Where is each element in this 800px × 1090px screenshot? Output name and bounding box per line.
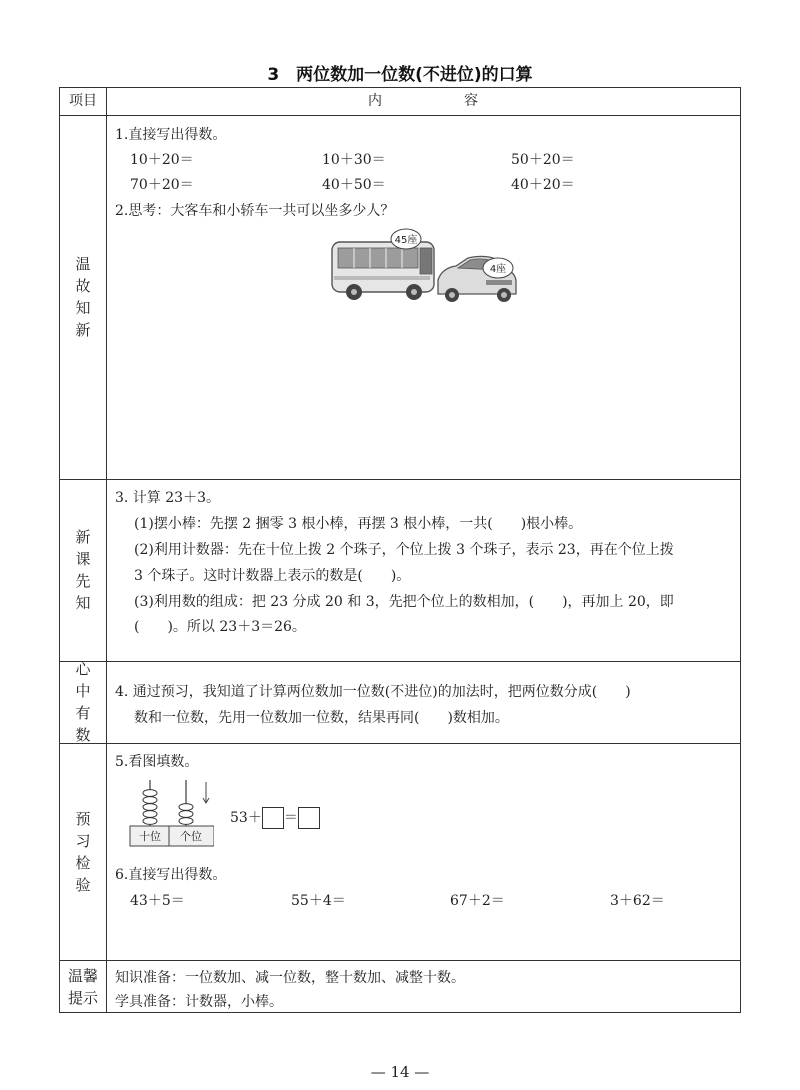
ones-beads	[179, 804, 193, 825]
column-divider	[106, 88, 107, 1012]
bus-and-car-illustration	[326, 224, 522, 314]
worksheet-table	[59, 87, 741, 1013]
tens-label: 十位	[139, 830, 161, 843]
question-1: 1.直接写出得数。	[115, 127, 227, 143]
abacus-bead	[179, 804, 193, 811]
q3-step-1: (1)摆小棒：先摆 2 捆零 3 根小棒，再摆 3 根小棒，一共( )根小棒。	[134, 516, 583, 532]
row-divider	[60, 661, 740, 662]
tip-knowledge: 知识准备：一位数加、减一位数，整十数加、减整十数。	[115, 970, 465, 986]
section-label-summary: 心中有数	[75, 660, 91, 744]
abacus-bead	[143, 790, 157, 797]
section-label-new-lesson: 新课先知	[75, 528, 91, 612]
abacus-counter	[126, 776, 214, 848]
section-label-review: 温故知新	[75, 255, 91, 339]
section-label-tips: 温馨提示	[67, 967, 98, 1007]
tip-tools: 学具准备：计数器，小棒。	[115, 994, 283, 1010]
bus-seat-label: 45座	[394, 235, 418, 246]
abacus-equation	[230, 807, 320, 829]
page-number: — 14 —	[370, 1063, 430, 1081]
equation-equals: ＝	[283, 810, 298, 826]
q1-item: 40＋20＝	[511, 177, 575, 193]
answer-box[interactable]	[262, 807, 284, 829]
abacus-bead	[143, 804, 157, 811]
row-divider	[60, 960, 740, 961]
row-divider	[60, 743, 740, 744]
header-item: 项目	[69, 93, 97, 109]
row-divider	[60, 115, 740, 116]
question-4: 4. 通过预习，我知道了计算两位数加一位数(不进位)的加法时，把两位数分成( )	[115, 684, 631, 700]
q6-item: 43＋5＝	[130, 893, 185, 909]
question-6: 6.直接写出得数。	[115, 867, 227, 883]
q6-item: 67＋2＝	[450, 893, 505, 909]
abacus-bead	[143, 797, 157, 804]
q1-item: 10＋20＝	[130, 152, 194, 168]
section-label-check: 预习检验	[75, 809, 91, 894]
q3-step-3: (3)利用数的组成：把 23 分成 20 和 3，先把个位上的数相加，( )，再加上 20，即	[134, 594, 674, 610]
equation-left: 53＋	[230, 810, 262, 826]
question-3: 3. 计算 23＋3。	[115, 490, 220, 506]
page-title: 3 两位数加一位数(不进位)的口算	[267, 65, 533, 85]
abacus-bead	[179, 811, 193, 818]
header-content: 内 容	[368, 93, 512, 109]
question-2: 2.思考：大客车和小轿车一共可以坐多少人？	[115, 203, 395, 219]
q1-item: 10＋30＝	[322, 152, 386, 168]
q6-item: 55＋4＝	[291, 893, 346, 909]
car-seat-label: 4座	[489, 264, 507, 275]
q1-item: 70＋20＝	[130, 177, 194, 193]
q3-step-2: (2)利用计数器：先在十位上拨 2 个珠子，个位上拨 3 个珠子，表示 23，再在个位上拨	[134, 542, 674, 558]
q1-item: 40＋50＝	[322, 177, 386, 193]
question-5: 5.看图填数。	[115, 754, 199, 770]
abacus-bead	[143, 811, 157, 818]
row-divider	[60, 479, 740, 480]
q3-step-2-cont: 3 个珠子。这时计数器上表示的数是( )。	[134, 568, 411, 584]
answer-box[interactable]	[298, 807, 320, 829]
tens-beads	[143, 790, 157, 825]
q3-step-3-cont: ( )。所以 23＋3＝26。	[134, 619, 306, 635]
q1-item: 50＋20＝	[511, 152, 575, 168]
ones-label: 个位	[180, 830, 202, 843]
abacus-bead	[143, 818, 157, 825]
q6-item: 3＋62＝	[610, 893, 665, 909]
bus-image	[332, 242, 434, 300]
question-4-cont: 数和一位数，先用一位数加一位数，结果再同( )数相加。	[134, 710, 509, 726]
abacus-bead	[179, 818, 193, 825]
